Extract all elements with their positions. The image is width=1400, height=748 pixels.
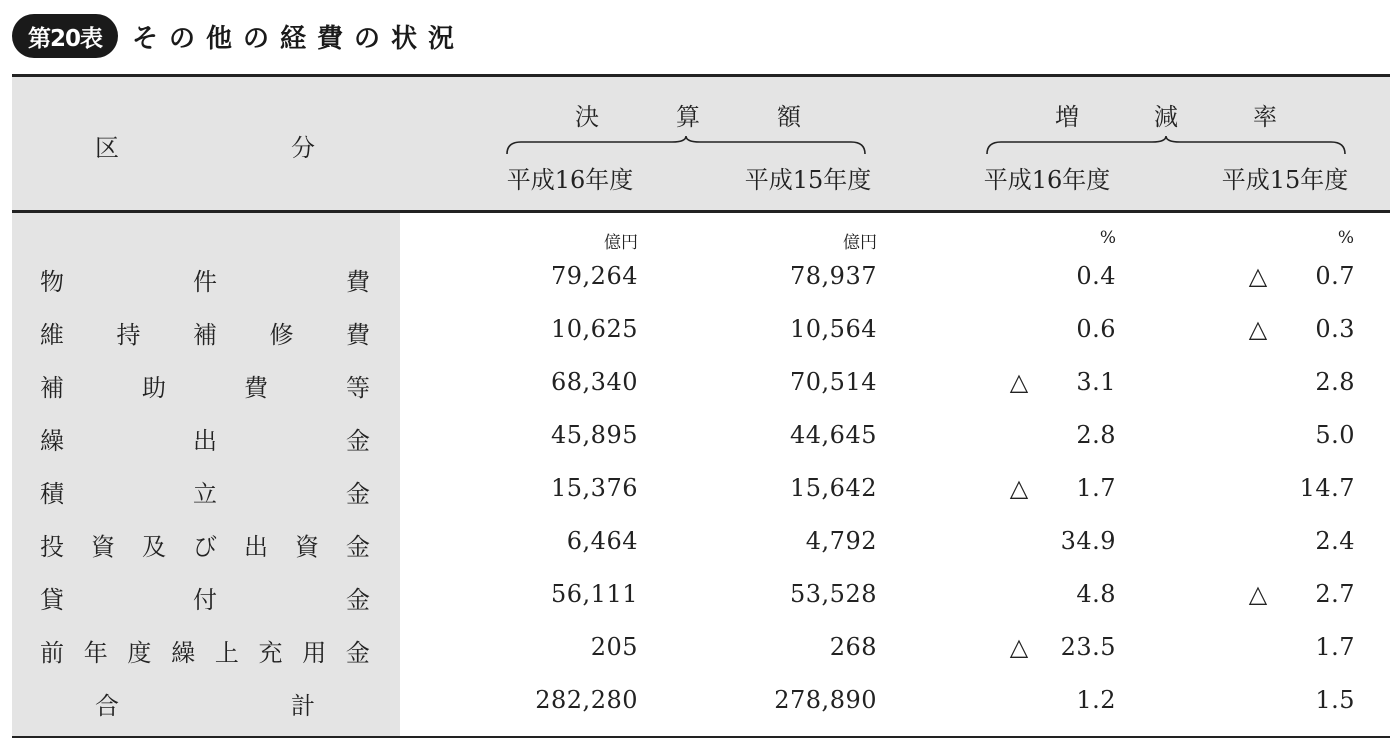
row-label-char: 繰 [40, 427, 64, 455]
rate-h16: 23.5 [1060, 633, 1116, 661]
unit-h15-amount: 億円 [843, 233, 877, 253]
row-label-char: 資 [295, 533, 319, 561]
unit-h15-rate: % [1337, 228, 1354, 248]
amount-h15: 278,890 [774, 686, 877, 714]
top-rule [12, 74, 1390, 77]
row-label-char: 積 [40, 480, 64, 508]
rate-h15: 2.8 [1315, 368, 1355, 396]
table-title-text: その他の経費の状況 [132, 23, 466, 54]
amount-h16: 6,464 [566, 527, 638, 555]
rate-h15: 2.7 [1315, 580, 1355, 608]
header-kubun-char: 区 [95, 134, 119, 162]
subheader-h16-amount: 平成16年度 [506, 166, 634, 194]
table-row [0, 252, 1400, 306]
row-label-char: 年 [83, 639, 108, 667]
amount-h15: 78,937 [790, 262, 877, 290]
row-label-char: 充 [258, 639, 283, 667]
amount-h15: 53,528 [790, 580, 877, 608]
row-label-char: 費 [244, 374, 268, 402]
row-label-char: 上 [214, 639, 239, 667]
row-label-char: 投 [40, 533, 64, 561]
rate-h15: 5.0 [1315, 421, 1355, 449]
row-label [40, 527, 370, 562]
row-label-char: 物 [40, 268, 64, 296]
table-row [0, 623, 1400, 677]
decrease-triangle-icon: △ [1009, 474, 1029, 502]
subheader-h15-rate: 平成15年度 [1221, 166, 1349, 194]
row-label-char: 度 [127, 639, 152, 667]
decrease-triangle-icon: △ [1248, 315, 1268, 343]
row-label-char: 用 [302, 639, 327, 667]
header-zougen-char: 率 [1253, 103, 1277, 131]
amount-h16: 10,625 [551, 315, 638, 343]
unit-h16-rate: % [1099, 228, 1116, 248]
header-zougen-group [1055, 97, 1277, 132]
row-label-char: 金 [346, 586, 370, 614]
header-zougen-char: 減 [1154, 103, 1178, 131]
amount-h16: 205 [590, 633, 638, 661]
row-label-char: 前 [40, 639, 64, 667]
amount-h15: 4,792 [805, 527, 877, 555]
header-kessan-char: 額 [777, 103, 801, 131]
table-row [0, 411, 1400, 465]
amount-h16: 15,376 [551, 474, 638, 502]
unit-h16-amount: 億円 [604, 233, 638, 253]
row-label-char: 費 [346, 321, 370, 349]
amount-h15: 70,514 [790, 368, 877, 396]
brace-kessan [505, 136, 867, 156]
row-label-char: 及 [142, 533, 166, 561]
amount-h16: 56,111 [551, 580, 638, 608]
amount-h16: 68,340 [551, 368, 638, 396]
row-label-char: 繰 [171, 639, 196, 667]
row-label [40, 421, 370, 456]
row-label-char: 金 [346, 533, 370, 561]
row-label [40, 315, 370, 350]
row-label-char: 資 [91, 533, 115, 561]
decrease-triangle-icon: △ [1248, 262, 1268, 290]
row-label [95, 686, 315, 721]
row-label-char: 出 [244, 533, 268, 561]
row-label-char: 等 [346, 374, 370, 402]
rate-h16: 1.7 [1076, 474, 1116, 502]
row-label-char: 合 [95, 692, 119, 720]
table-row [0, 570, 1400, 624]
rate-h16: 0.4 [1076, 262, 1116, 290]
header-kubun [40, 128, 370, 163]
header-zougen-char: 増 [1055, 103, 1079, 131]
row-label-char: 付 [193, 586, 217, 614]
row-label-char: び [193, 533, 217, 561]
rate-h16: 1.2 [1076, 686, 1116, 714]
row-label [40, 633, 370, 668]
table-row [0, 517, 1400, 571]
row-label-char: 持 [116, 321, 141, 349]
table-row [0, 358, 1400, 412]
amount-h16: 282,280 [535, 686, 638, 714]
table-title [12, 12, 465, 60]
row-label-char: 件 [193, 268, 217, 296]
rate-h16: 4.8 [1076, 580, 1116, 608]
row-label-char: 修 [269, 321, 294, 349]
row-label-char: 維 [40, 321, 64, 349]
amount-h16: 45,895 [551, 421, 638, 449]
header-kubun-char: 分 [291, 134, 315, 162]
row-label-char: 計 [291, 692, 315, 720]
rate-h15: 1.7 [1315, 633, 1355, 661]
rate-h16: 2.8 [1076, 421, 1116, 449]
amount-h15: 15,642 [790, 474, 877, 502]
rate-h15: 1.5 [1315, 686, 1355, 714]
decrease-triangle-icon: △ [1009, 368, 1029, 396]
header-rule [12, 210, 1390, 213]
rate-h16: 0.6 [1076, 315, 1116, 343]
row-label-char: 金 [346, 427, 370, 455]
row-label [40, 262, 370, 297]
subheader-h16-rate: 平成16年度 [983, 166, 1111, 194]
rate-h15: 0.3 [1315, 315, 1355, 343]
header-kessan-group [575, 97, 801, 132]
row-label-char: 補 [193, 321, 217, 349]
row-label-char: 金 [345, 639, 370, 667]
row-label-char: 助 [142, 374, 166, 402]
header-kessan-char: 決 [575, 103, 599, 131]
rate-h16: 3.1 [1076, 368, 1116, 396]
amount-h15: 10,564 [790, 315, 877, 343]
brace-zougen [985, 136, 1347, 156]
row-label-char: 出 [193, 427, 217, 455]
bottom-rule [12, 736, 1390, 738]
total-row [0, 676, 1400, 730]
row-label-char: 費 [346, 268, 370, 296]
rate-h16: 34.9 [1060, 527, 1116, 555]
row-label [40, 580, 370, 615]
row-label-char: 立 [193, 480, 217, 508]
decrease-triangle-icon: △ [1248, 580, 1268, 608]
amount-h16: 79,264 [551, 262, 638, 290]
rate-h15: 0.7 [1315, 262, 1355, 290]
rate-h15: 2.4 [1315, 527, 1355, 555]
table-row [0, 464, 1400, 518]
table-row [0, 305, 1400, 359]
rate-h15: 14.7 [1299, 474, 1355, 502]
amount-h15: 44,645 [790, 421, 877, 449]
table-number-badge: 第20表 [12, 14, 118, 58]
subheader-h15-amount: 平成15年度 [744, 166, 872, 194]
decrease-triangle-icon: △ [1009, 633, 1029, 661]
row-label [40, 474, 370, 509]
row-label-char: 補 [40, 374, 64, 402]
row-label [40, 368, 370, 403]
row-label-char: 貸 [40, 586, 64, 614]
header-kessan-char: 算 [676, 103, 700, 131]
row-label-char: 金 [346, 480, 370, 508]
amount-h15: 268 [829, 633, 877, 661]
